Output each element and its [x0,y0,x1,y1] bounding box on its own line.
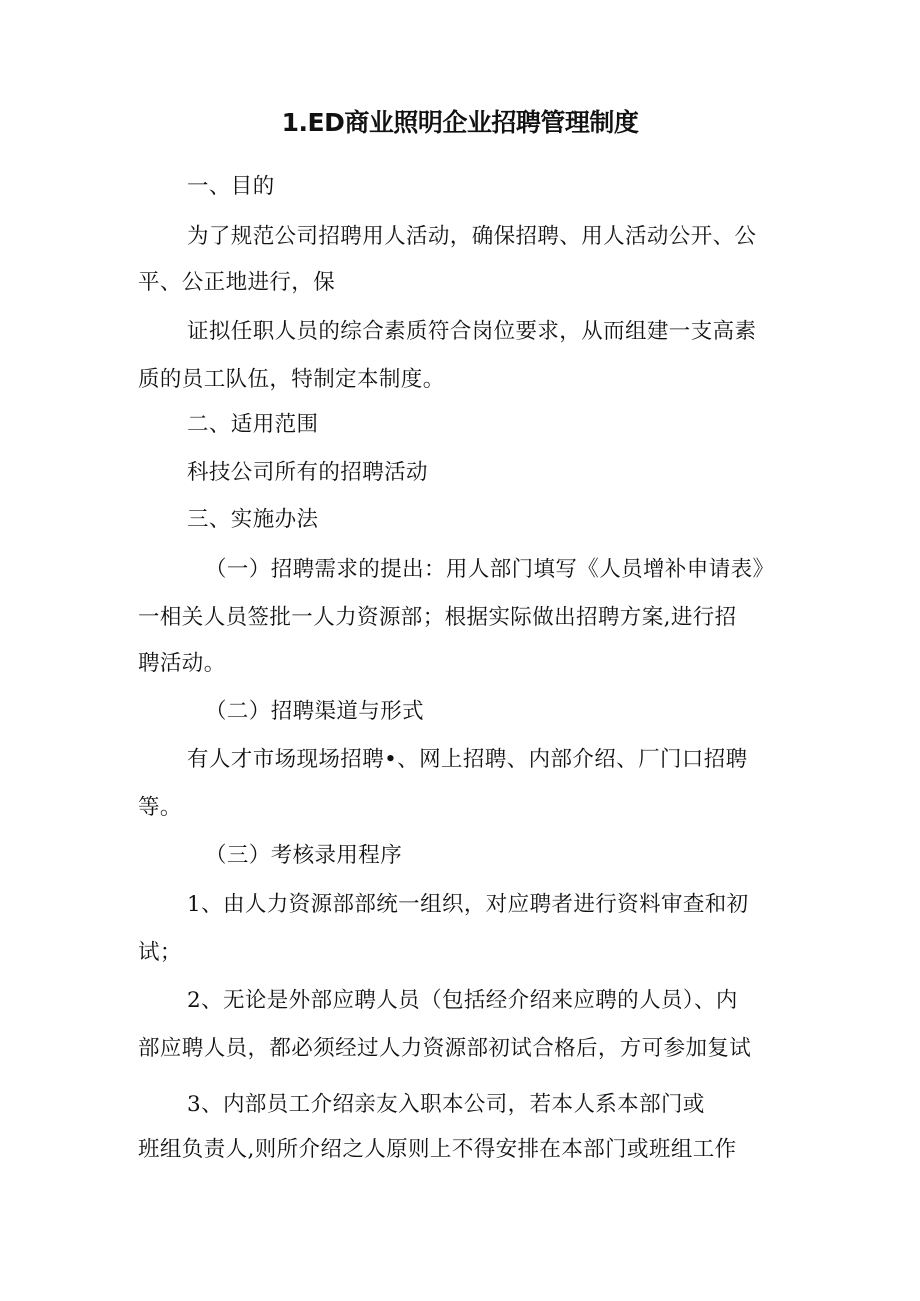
paragraph-line: 证拟任职人员的综合素质符合岗位要求，从而组建一支高素 [187,319,757,344]
section-heading-scope: 二、适用范围 [187,412,319,437]
paragraph-line: 部应聘人员，都必须经过人力资源部初试合格后，方可参加复试 [138,1036,752,1061]
paragraph-line: 科技公司所有的招聘活动 [187,460,428,485]
paragraph-line: 平、公正地进行，保 [138,270,336,295]
paragraph-line: 有人才市场现场招聘•、网上招聘、内部介绍、厂门口招聘 [187,747,748,772]
paragraph-line: 1、由人力资源部部统一组织，对应聘者进行资料审查和初 [187,892,749,917]
section-heading-purpose: 一、目的 [187,174,275,199]
paragraph-line: 为了规范公司招聘用人活动，确保招聘、用人活动公开、公 [187,224,757,249]
paragraph-line: 聘活动。 [138,651,226,676]
paragraph-line: 班组负责人,则所介绍之人原则上不得安排在本部门或班组工作 [138,1137,737,1162]
paragraph-line: 试； [138,940,182,965]
paragraph-line: 一相关人员签批一人力资源部；根据实际做出招聘方案,进行招 [138,605,737,630]
paragraph-line: 3、内部员工介绍亲友入职本公司，若本人系本部门或 [187,1092,705,1117]
section-heading-methods: 三、实施办法 [187,507,319,532]
subsection-heading: （三）考核录用程序 [205,843,403,868]
paragraph-line: 2、无论是外部应聘人员（包括经介绍来应聘的人员）、内 [187,988,738,1013]
paragraph-line: 等。 [138,795,182,820]
subsection-heading: （二）招聘渠道与形式 [205,699,425,724]
paragraph-line: 质的员工队伍，特制定本制度。 [138,367,445,392]
subsection-line: （一）招聘需求的提出：用人部门填写《人员增补申请表》 [205,557,775,582]
document-title: 1.ED商业照明企业招聘管理制度 [281,108,639,137]
